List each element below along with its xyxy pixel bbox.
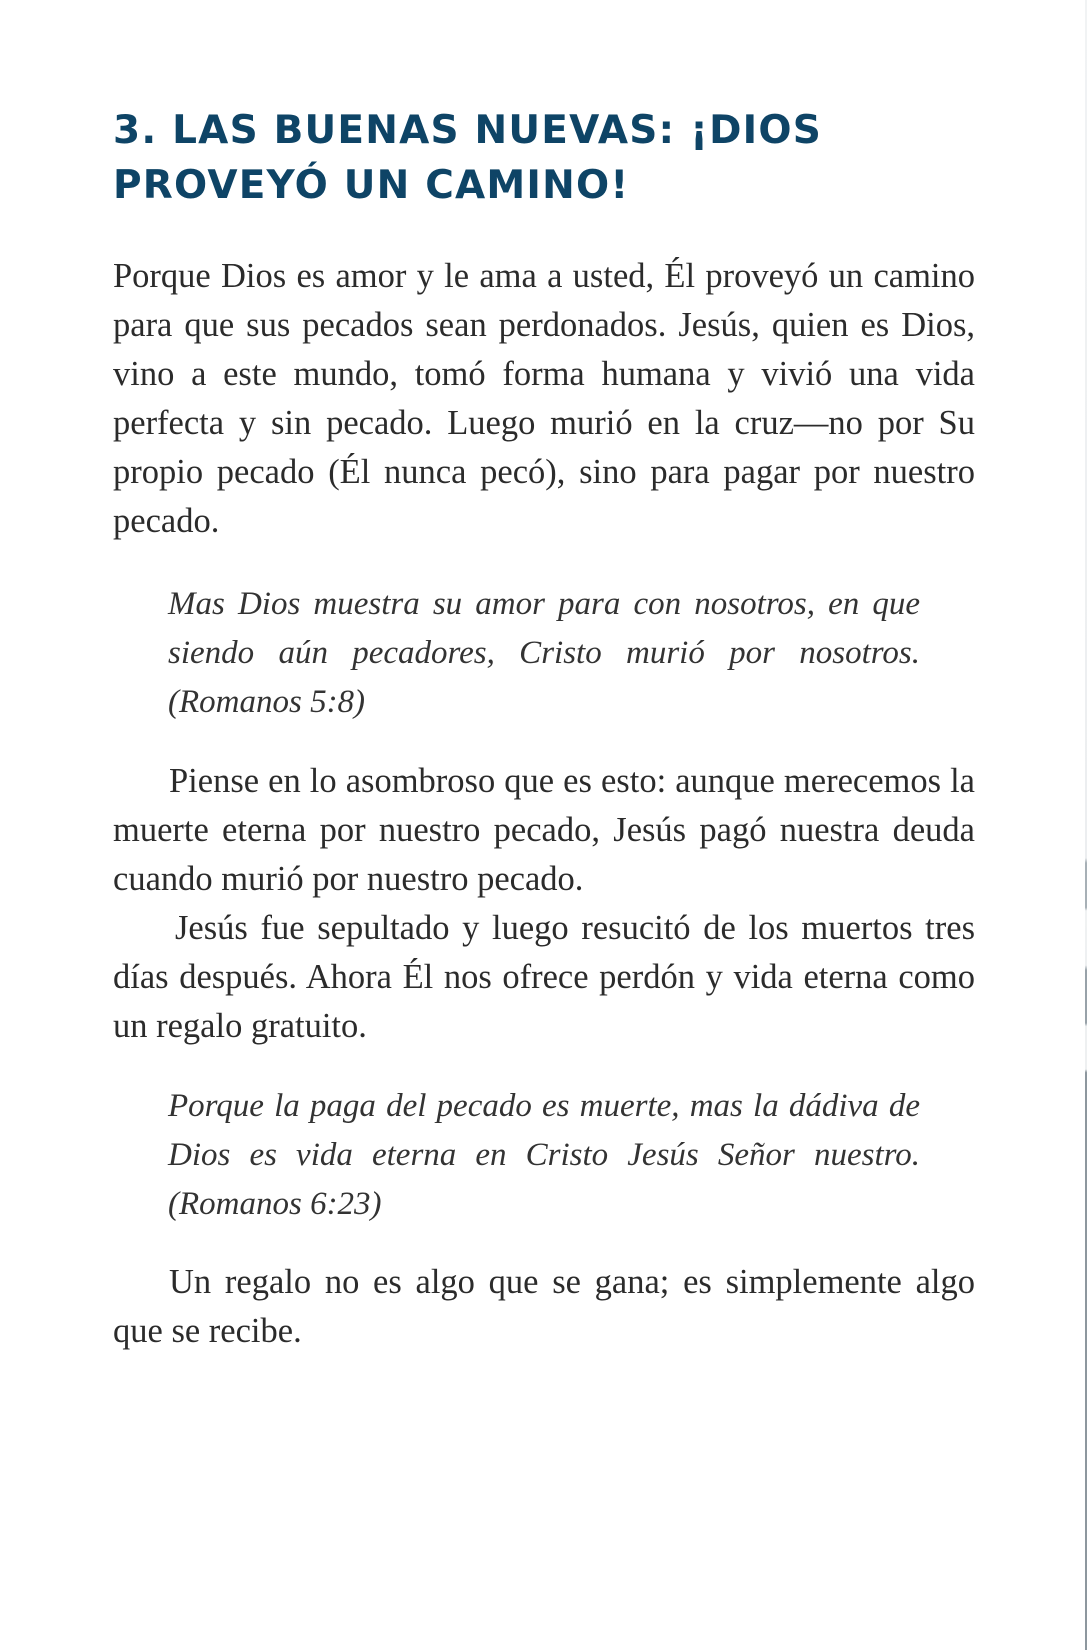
body-paragraph-3: Jesús fue sepultado y luego resucitó de los muertos tres días después. Ahora Él nos ofrece perdón y vida eterna como un regalo gratuito. [113, 909, 975, 1045]
scripture-quote-romanos-5-8: Mas Dios muestra su amor para con nosotros, en que siendo aún pecadores, Cristo murió por nosotros. (Romanos 5:8) [168, 586, 920, 720]
scripture-quote-romanos-6-23: Porque la paga del pecado es muerte, mas la dádiva de Dios es vida eterna en Cristo Jesús Señor nuestro. (Romanos 6:23) [168, 1088, 920, 1222]
section-heading [113, 103, 913, 213]
body-paragraph-1: Porque Dios es amor y le ama a usted, Él proveyó un camino para que sus pecados sean perdonados. Jesús, quien es Dios, vino a este mundo, tomó forma humana y vivió una vida perfecta y sin pecado. Luego murió en la cruz—no por Su propio pecado (Él nunca pecó), sino para pagar por nuestro pecado. [113, 257, 975, 540]
section-heading-line-2: PROVEYÓ UN CAMINO! [113, 163, 630, 208]
body-paragraph-2: Piense en lo asombroso que es esto: aunque merecemos la muerte eterna por nuestro pecado, Jesús pagó nuestra deuda cuando murió por nuestro pecado. [113, 762, 975, 898]
section-heading-line-1: 3. LAS BUENAS NUEVAS: ¡DIOS [113, 108, 822, 153]
body-paragraph-4: Un regalo no es algo que se gana; es simplemente algo que se recibe. [113, 1263, 975, 1350]
page-edge-line [1085, 0, 1087, 1650]
